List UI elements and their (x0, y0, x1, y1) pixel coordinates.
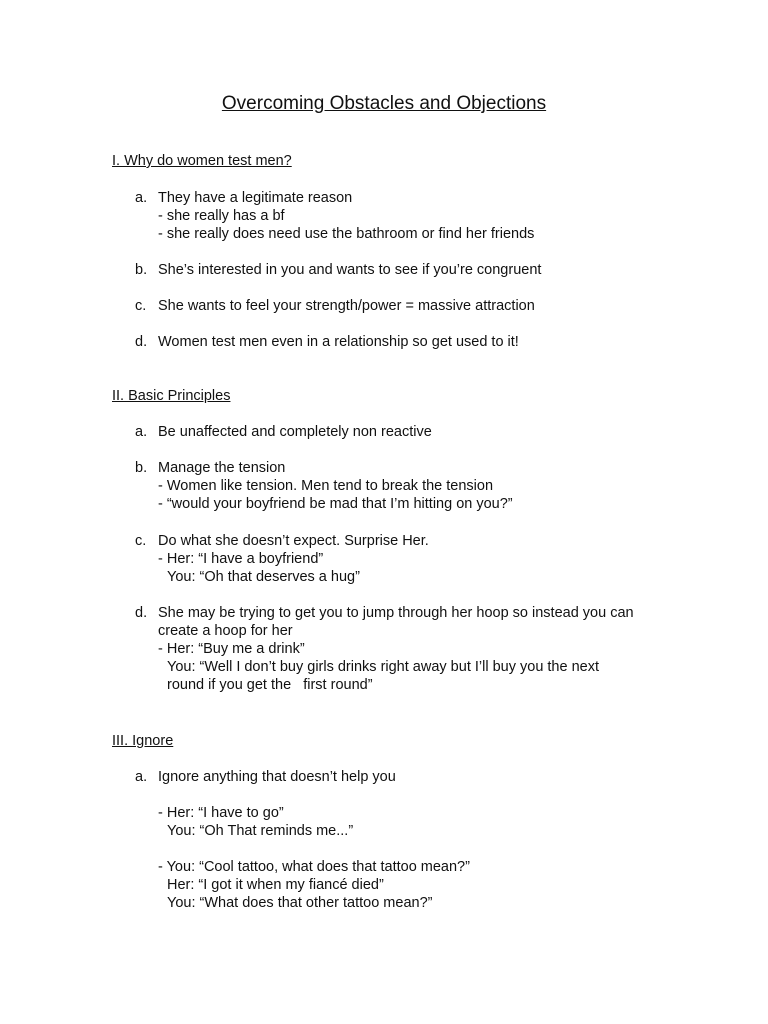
item-text: She wants to feel your strength/power = massive attraction (158, 298, 535, 314)
list-letter: d. (135, 334, 148, 350)
example-block-1 (158, 804, 698, 840)
item-text: Women test men even in a relationship so get used to it! (158, 334, 519, 350)
list-letter: c. (135, 533, 147, 549)
item-text: She’s interested in you and wants to see if you’re congruent (158, 262, 542, 278)
item-text: create a hoop for her (158, 623, 293, 639)
item-subtext: You: “Well I don’t buy girls drinks right away but I’ll buy you the next (167, 659, 599, 675)
example-line: - You: “Cool tattoo, what does that tattoo mean?” (158, 859, 470, 875)
example-line: You: “Oh That reminds me...” (167, 823, 354, 839)
section-heading-1: I. Why do women test men? (112, 153, 292, 169)
list-letter: a. (135, 424, 148, 440)
item-text: Be unaffected and completely non reactive (158, 424, 432, 440)
section-heading-3: III. Ignore (112, 733, 174, 749)
list-letter: d. (135, 605, 148, 621)
example-line: You: “What does that other tattoo mean?” (167, 895, 433, 911)
item-text: She may be trying to get you to jump through her hoop so instead you can (158, 605, 634, 621)
section-heading-2: II. Basic Principles (112, 388, 231, 404)
example-block-2 (158, 858, 698, 912)
item-text: Manage the tension (158, 460, 286, 476)
item-text: They have a legitimate reason (158, 190, 353, 206)
item-subtext: - Her: “I have a boyfriend” (158, 551, 324, 567)
example-line: Her: “I got it when my fiancé died” (167, 877, 384, 893)
example-line: - Her: “I have to go” (158, 805, 284, 821)
item-subtext: - Her: “Buy me a drink” (158, 641, 305, 657)
item-text: Ignore anything that doesn’t help you (158, 769, 396, 785)
list-letter: b. (135, 262, 148, 278)
item-subtext: - she really does need use the bathroom or find her friends (158, 226, 535, 242)
item-text: Do what she doesn’t expect. Surprise Her. (158, 533, 429, 549)
list-letter: a. (135, 769, 148, 785)
item-subtext: - “would your boyfriend be mad that I’m hitting on you?” (158, 496, 513, 512)
list-letter: a. (135, 190, 148, 206)
list-letter: b. (135, 460, 148, 476)
item-subtext: - she really has a bf (158, 208, 285, 224)
page-title: Overcoming Obstacles and Objections (221, 93, 547, 114)
item-subtext: You: “Oh that deserves a hug” (167, 569, 360, 585)
list-letter: c. (135, 298, 147, 314)
item-subtext: round if you get the first round” (167, 677, 373, 693)
item-subtext: - Women like tension. Men tend to break the tension (158, 478, 494, 494)
